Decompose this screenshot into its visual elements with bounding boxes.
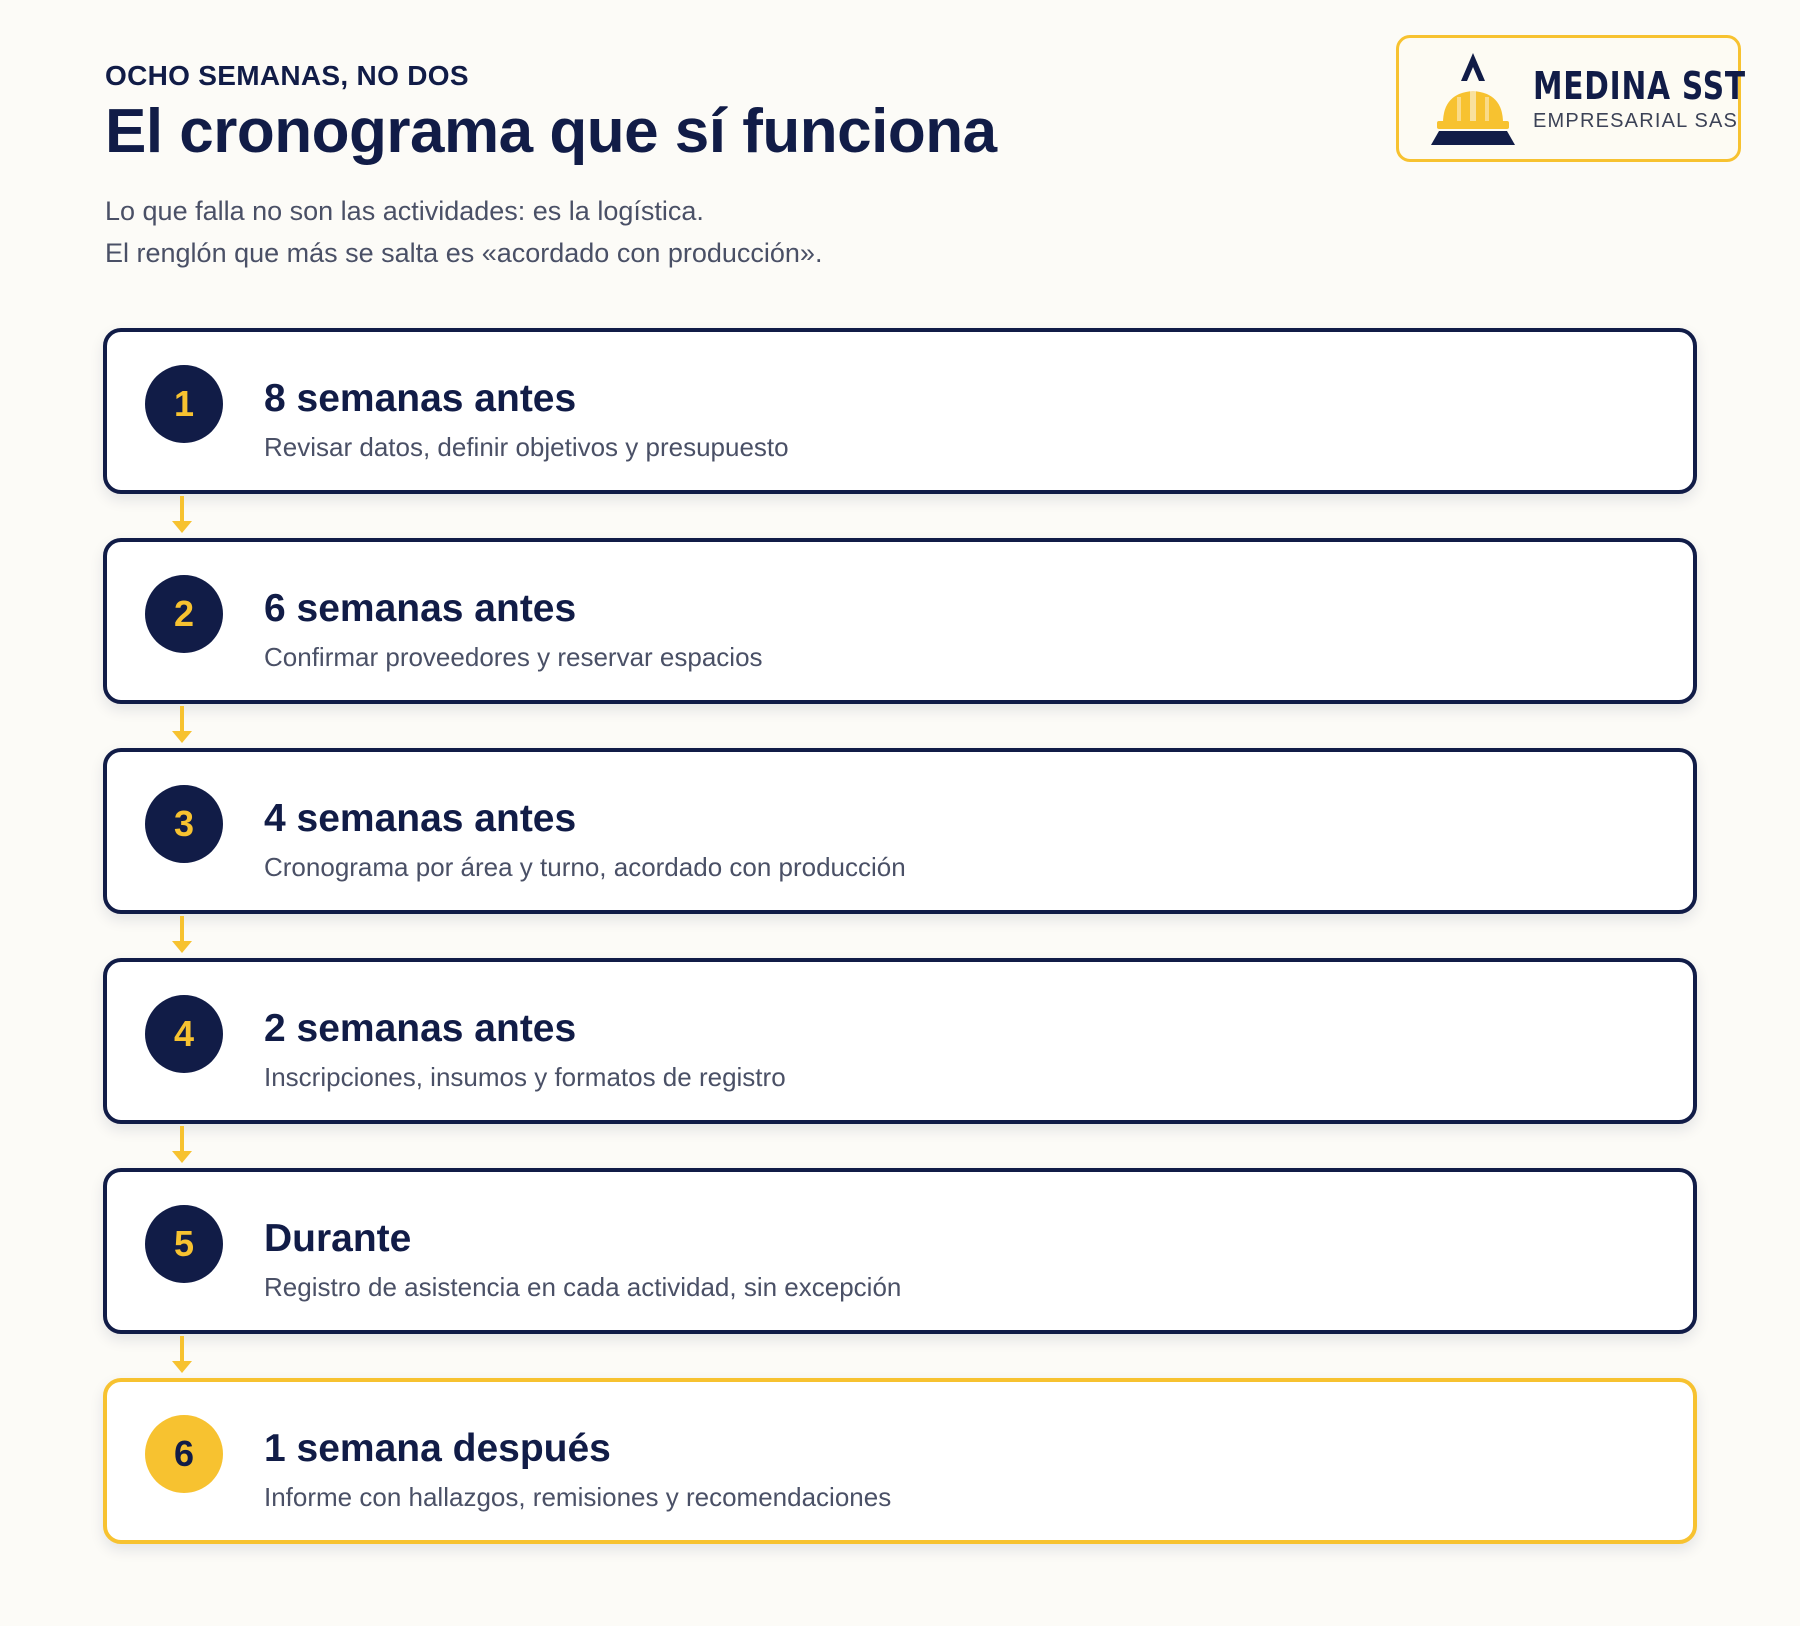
step-title: 1 semana después: [264, 1427, 611, 1470]
down-arrow-icon: [103, 1334, 1697, 1378]
company-logo: [1396, 35, 1746, 162]
step-description: Cronograma por área y turno, acordado con producción: [264, 852, 906, 882]
timeline-step-6: [103, 1378, 1697, 1544]
step-number-badge: 3: [145, 785, 223, 863]
down-arrow-icon: [103, 1124, 1697, 1168]
step-number-badge: 1: [145, 365, 223, 443]
step-number-badge: 5: [145, 1205, 223, 1283]
subtitle-line-2: El renglón que más se salta es «acordado con producción».: [105, 238, 823, 268]
logo-subtitle: EMPRESARIAL SAS: [1533, 110, 1739, 132]
step-title: 6 semanas antes: [264, 587, 577, 630]
subtitle: [105, 190, 1305, 274]
step-description: Registro de asistencia en cada actividad, sin excepción: [264, 1272, 902, 1302]
step-description: Revisar datos, definir objetivos y presupuesto: [264, 432, 789, 462]
step-number-badge: 2: [145, 575, 223, 653]
timeline-step-3: [103, 748, 1697, 914]
step-description: Confirmar proveedores y reservar espacios: [264, 642, 763, 672]
down-arrow-icon: [103, 704, 1697, 748]
timeline-step-5: [103, 1168, 1697, 1334]
step-title: Durante: [264, 1217, 412, 1260]
timeline-step-1: [103, 328, 1697, 494]
timeline-step-4: [103, 958, 1697, 1124]
step-title: 4 semanas antes: [264, 797, 577, 840]
step-number-badge: 4: [145, 995, 223, 1073]
subtitle-line-1: Lo que falla no son las actividades: es la logística.: [105, 196, 704, 226]
hardhat-pyramid-logo-icon: [1419, 45, 1527, 153]
timeline-step-2: [103, 538, 1697, 704]
page-title: El cronograma que sí funciona: [105, 97, 997, 166]
timeline: [103, 328, 1697, 1544]
down-arrow-icon: [103, 914, 1697, 958]
step-title: 8 semanas antes: [264, 377, 577, 420]
step-description: Inscripciones, insumos y formatos de registro: [264, 1062, 786, 1092]
logo-name: MEDINA SST: [1533, 64, 1746, 108]
header: [105, 58, 1305, 274]
eyebrow: OCHO SEMANAS, NO DOS: [105, 60, 469, 91]
step-number-badge: 6: [145, 1415, 223, 1493]
step-description: Informe con hallazgos, remisiones y recomendaciones: [264, 1482, 892, 1512]
step-title: 2 semanas antes: [264, 1007, 577, 1050]
down-arrow-icon: [103, 494, 1697, 538]
